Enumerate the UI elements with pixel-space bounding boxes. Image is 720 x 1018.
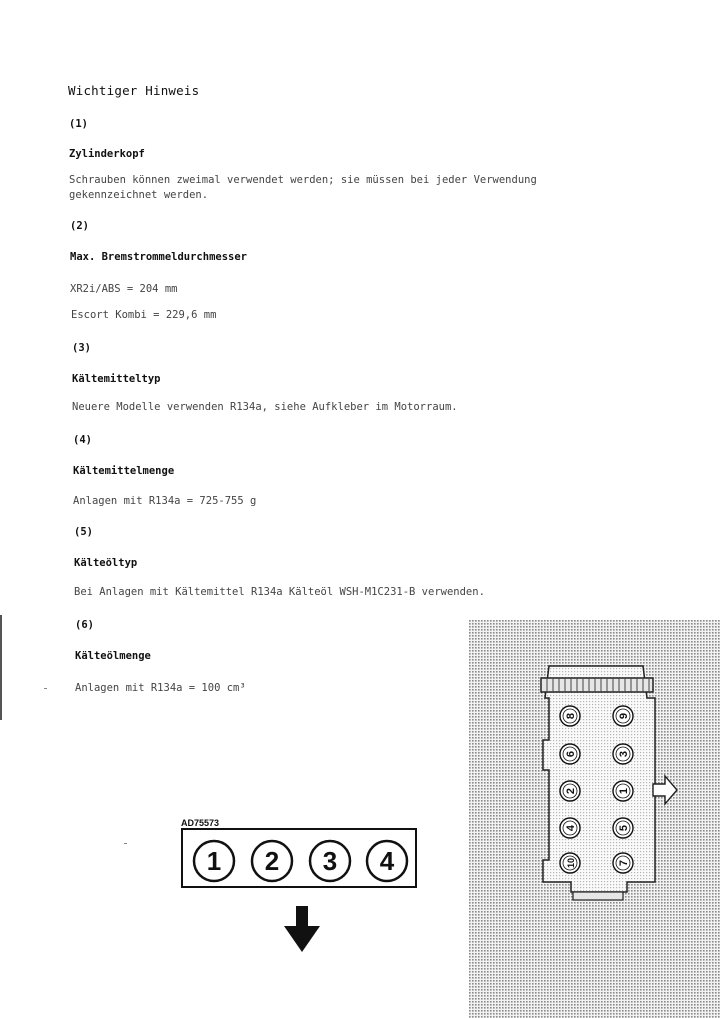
head-bolt-5-label: 5 [618,824,630,832]
head-bolt-3-label: 3 [618,750,630,758]
section-5-heading: Kälteöltyp [74,557,138,569]
section-2-number: (2) [70,220,89,232]
section-1-heading: Zylinderkopf [69,148,145,160]
section-3-number: (3) [72,342,91,354]
section-6-heading: Kälteölmenge [75,650,151,662]
arrow-down-icon [282,906,322,954]
section-5-number: (5) [74,526,93,538]
section-5-line-1: Bei Anlagen mit Kältemittel R134a Kälteöl WSH-M1C231-B verwenden. [74,586,485,598]
figure-reference-label: AD75573 [181,818,220,828]
cylinder-head-bolt-figure [469,620,720,1018]
section-4-line-1: Anlagen mit R134a = 725-755 g [73,495,257,507]
scan-speck [44,688,47,689]
section-2-line-1: XR2i/ABS = 204 mm [70,283,178,295]
section-3-heading: Kältemitteltyp [72,373,161,385]
head-bolt-8-label: 8 [565,712,577,720]
document-title: Wichtiger Hinweis [68,83,200,98]
cylinder-4-label: 4 [379,846,395,876]
head-bolt-1-label: 1 [618,787,630,795]
head-bolt-10-label: 10 [566,857,576,869]
head-bolt-7-label: 7 [618,859,630,867]
section-4-heading: Kältemittelmenge [73,465,175,477]
section-6-line-1: Anlagen mit R134a = 100 cm³ [75,682,246,694]
scan-edge [0,615,2,720]
section-2-line-2: Escort Kombi = 229,6 mm [71,309,217,321]
section-1-line-1: Schrauben können zweimal verwendet werden; sie müssen bei jeder Verwendung [69,174,537,186]
cylinder-1-label: 1 [206,846,222,876]
section-6-number: (6) [75,619,94,631]
section-2-heading: Max. Bremstrommeldurchmesser [70,251,248,263]
cylinder-order-figure [181,828,417,888]
scan-speck [124,843,127,844]
section-1-number: (1) [69,118,88,130]
section-1-line-2: gekennzeichnet werden. [69,189,209,201]
head-bolt-6-label: 6 [565,750,577,758]
section-3-line-1: Neuere Modelle verwenden R134a, siehe Aufkleber im Motorraum. [72,401,458,413]
head-bolt-9-label: 9 [618,712,630,720]
cylinder-3-label: 3 [322,846,338,876]
cylinder-2-label: 2 [264,846,280,876]
head-bolt-4-label: 4 [565,824,577,832]
head-bolt-2-label: 2 [565,787,577,795]
section-4-number: (4) [73,434,92,446]
